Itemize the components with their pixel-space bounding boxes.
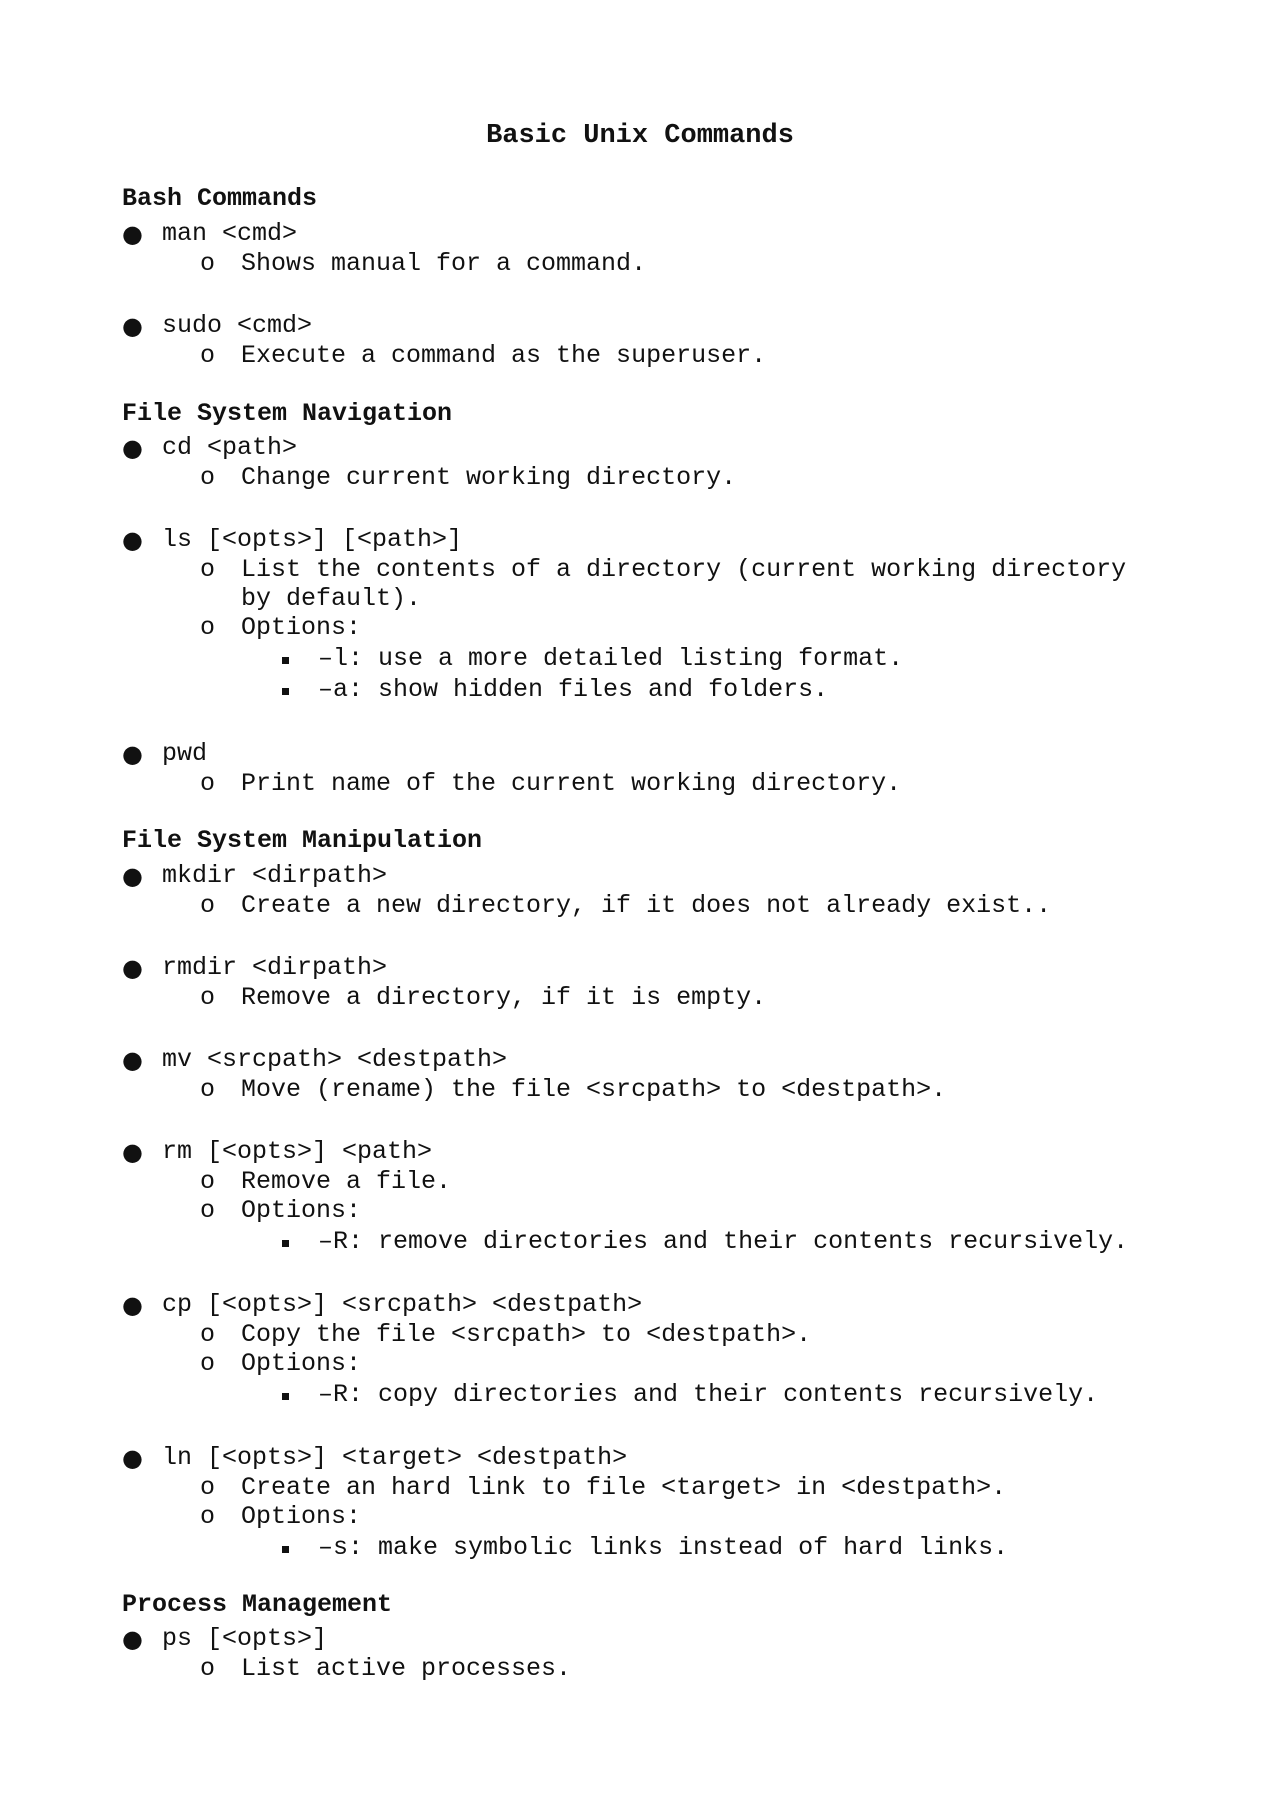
description-ln: Create an hard link to file <target> in <destpath>. <box>241 1473 1007 1502</box>
bullet-icon: ● <box>122 434 143 462</box>
description-rmdir: Remove a directory, if it is empty. <box>241 983 767 1012</box>
description-ls: List the contents of a directory (current working directory <box>241 555 1127 584</box>
command-cp: cp [<opts>] <srcpath> <destpath> <box>162 1290 643 1319</box>
bullet-icon: ● <box>122 740 143 768</box>
sub-bullet-icon: o <box>200 463 216 492</box>
bullet-icon: ● <box>122 1444 143 1472</box>
command-ln: ln [<opts>] <target> <destpath> <box>162 1443 628 1472</box>
options-label-ls: Options: <box>241 613 362 642</box>
section-heading-process: Process Management <box>122 1590 393 1619</box>
square-bullet-icon <box>282 1227 292 1257</box>
bullet-icon: ● <box>122 1046 143 1074</box>
command-rmdir: rmdir <dirpath> <box>162 953 388 982</box>
square-bullet-icon <box>282 644 292 674</box>
section-heading-manipulation: File System Manipulation <box>122 826 483 855</box>
bullet-icon: ● <box>122 1291 143 1319</box>
page-title: Basic Unix Commands <box>486 121 794 151</box>
command-mkdir: mkdir <dirpath> <box>162 861 388 890</box>
square-bullet-icon <box>282 675 292 705</box>
description-ps: List active processes. <box>241 1654 572 1683</box>
sub-bullet-icon: o <box>200 769 216 798</box>
description-ls-continued: by default). <box>241 584 422 613</box>
bullet-icon: ● <box>122 526 143 554</box>
sub-bullet-icon: o <box>200 983 216 1012</box>
sub-bullet-icon: o <box>200 891 216 920</box>
sub-bullet-icon: o <box>200 1320 216 1349</box>
command-ps: ps [<opts>] <box>162 1624 328 1653</box>
options-label-rm: Options: <box>241 1196 362 1225</box>
description-cd: Change current working directory. <box>241 463 737 492</box>
sub-bullet-icon: o <box>200 1502 216 1531</box>
sub-bullet-icon: o <box>200 1473 216 1502</box>
sub-bullet-icon: o <box>200 249 216 278</box>
bullet-icon: ● <box>122 1138 143 1166</box>
sub-bullet-icon: o <box>200 1075 216 1104</box>
command-sudo: sudo <cmd> <box>162 311 313 340</box>
command-mv: mv <srcpath> <destpath> <box>162 1045 508 1074</box>
sub-bullet-icon: o <box>200 555 216 584</box>
command-cd: cd <path> <box>162 433 298 462</box>
description-rm: Remove a file. <box>241 1167 452 1196</box>
description-mv: Move (rename) the file <srcpath> to <destpath>. <box>241 1075 947 1104</box>
option-ls-l: –l: use a more detailed listing format. <box>318 644 904 673</box>
option-ls-a: –a: show hidden files and folders. <box>318 675 829 704</box>
command-rm: rm [<opts>] <path> <box>162 1137 433 1166</box>
sub-bullet-icon: o <box>200 341 216 370</box>
sub-bullet-icon: o <box>200 1167 216 1196</box>
section-heading-navigation: File System Navigation <box>122 399 453 428</box>
bullet-icon: ● <box>122 220 143 248</box>
bullet-icon: ● <box>122 312 143 340</box>
square-bullet-icon <box>282 1380 292 1410</box>
description-man: Shows manual for a command. <box>241 249 647 278</box>
section-heading-bash: Bash Commands <box>122 184 318 213</box>
command-ls: ls [<opts>] [<path>] <box>162 525 463 554</box>
option-rm-r: –R: remove directories and their contents recursively. <box>318 1227 1129 1256</box>
option-cp-r: –R: copy directories and their contents recursively. <box>318 1380 1099 1409</box>
bullet-icon: ● <box>122 862 143 890</box>
bullet-icon: ● <box>122 1625 143 1653</box>
command-pwd: pwd <box>162 739 208 768</box>
options-label-cp: Options: <box>241 1349 362 1378</box>
bullet-icon: ● <box>122 954 143 982</box>
description-pwd: Print name of the current working directory. <box>241 769 902 798</box>
command-man: man <cmd> <box>162 219 298 248</box>
sub-bullet-icon: o <box>200 1196 216 1225</box>
square-bullet-icon <box>282 1533 292 1563</box>
description-cp: Copy the file <srcpath> to <destpath>. <box>241 1320 812 1349</box>
option-ln-s: –s: make symbolic links instead of hard links. <box>318 1533 1009 1562</box>
options-label-ln: Options: <box>241 1502 362 1531</box>
sub-bullet-icon: o <box>200 613 216 642</box>
description-mkdir: Create a new directory, if it does not already exist.. <box>241 891 1052 920</box>
description-sudo: Execute a command as the superuser. <box>241 341 767 370</box>
sub-bullet-icon: o <box>200 1654 216 1683</box>
sub-bullet-icon: o <box>200 1349 216 1378</box>
